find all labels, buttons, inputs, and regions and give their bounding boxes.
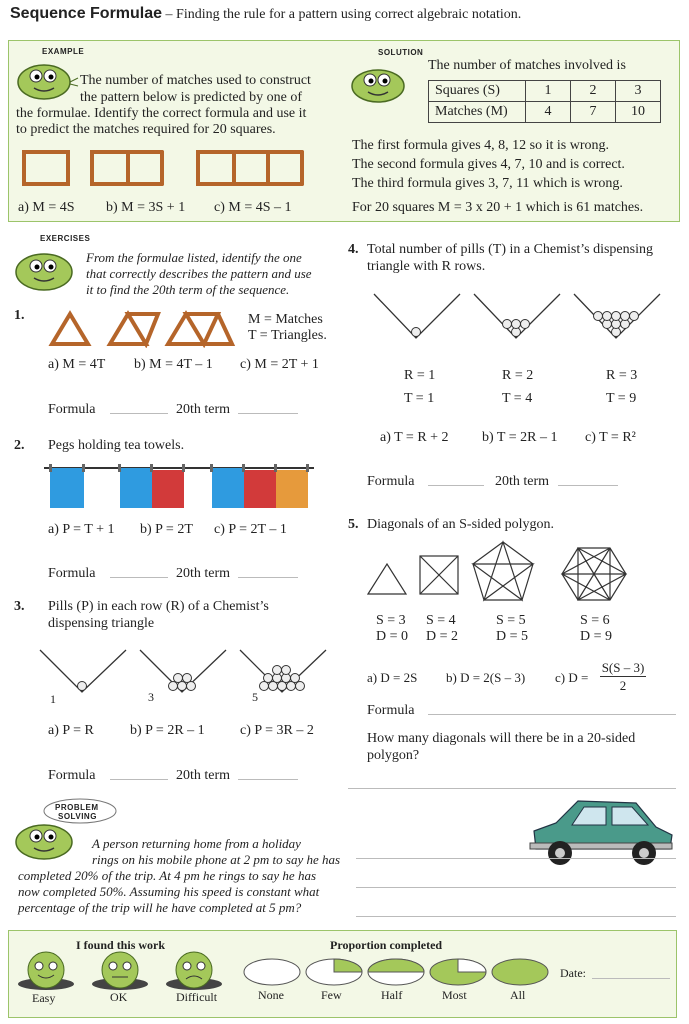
proportion-half[interactable]: Half bbox=[381, 988, 403, 1002]
q4-t-label-3: T = 9 bbox=[606, 391, 637, 406]
exercises-tag: EXERCISES bbox=[40, 234, 91, 243]
q5-option-b: b) D = 2(S – 3) bbox=[446, 670, 526, 685]
q1-option-b: b) M = 4T – 1 bbox=[134, 357, 213, 372]
question-4-number: 4. bbox=[348, 242, 359, 257]
proportion-half-fill bbox=[368, 959, 424, 972]
problem-line-5: percentage of the trip will he have completed at 5 pm? bbox=[18, 900, 302, 915]
q5-s-label-1: S = 3 bbox=[376, 613, 406, 628]
q3-option-c: c) P = 3R – 2 bbox=[240, 723, 314, 738]
example-option-a: a) M = 4S bbox=[18, 200, 75, 215]
q1-legend-2: T = Triangles. bbox=[248, 328, 327, 343]
table-cell: 3 bbox=[616, 81, 661, 102]
q4-text-1: Total number of pills (T) in a Chemist’s dispensing bbox=[367, 242, 653, 257]
q1-term-label: 20th term bbox=[176, 402, 231, 417]
q4-r-label-3: R = 3 bbox=[606, 368, 638, 383]
q5-option-c: c) D = bbox=[555, 670, 589, 685]
q1-term-answer-line[interactable] bbox=[238, 413, 298, 414]
page-subtitle: – Finding the rule for a pattern using correct algebraic notation. bbox=[162, 7, 522, 22]
problem-answer-line-1[interactable] bbox=[356, 858, 676, 859]
q1-option-a: a) M = 4T bbox=[48, 357, 106, 372]
q1-option-c: c) M = 2T + 1 bbox=[240, 357, 319, 372]
table-row bbox=[429, 102, 661, 123]
question-3-number: 3. bbox=[14, 599, 25, 614]
problem-tag-1: PROBLEM bbox=[55, 803, 99, 812]
table-row bbox=[429, 81, 661, 102]
proportion-most-gap bbox=[458, 959, 486, 972]
proportion-ellipses bbox=[242, 956, 552, 988]
problem-answer-line-3[interactable] bbox=[356, 916, 676, 917]
example-option-b: b) M = 3S + 1 bbox=[106, 200, 186, 215]
pill-triangle-illustration bbox=[370, 290, 670, 346]
face-label-difficult: Difficult bbox=[176, 990, 218, 1004]
q1-formula-label: Formula bbox=[48, 402, 96, 417]
q4-t-label-1: T = 1 bbox=[404, 391, 435, 406]
example-text-3: the formulae. Identify the correct formula and use it bbox=[16, 106, 307, 121]
solution-intro: The number of matches involved is bbox=[428, 58, 626, 73]
q4-r-label-2: R = 2 bbox=[502, 368, 534, 383]
proportion-few[interactable]: Few bbox=[321, 988, 342, 1002]
q5-question-1: How many diagonals will there be in a 20-sided bbox=[367, 731, 636, 746]
q1-formula-answer-line[interactable] bbox=[110, 413, 168, 414]
table-cell: Squares (S) bbox=[429, 81, 526, 102]
q2-text: Pegs holding tea towels. bbox=[48, 438, 185, 453]
difficult-face-icon[interactable] bbox=[162, 950, 226, 992]
q5-formula-label: Formula bbox=[367, 703, 415, 718]
table-cell: 7 bbox=[571, 102, 616, 123]
problem-line-3: completed 20% of the trip. At 4 pm he rings to say he has bbox=[18, 868, 317, 883]
q5-d-label-3: D = 5 bbox=[496, 629, 529, 644]
face-label-ok: OK bbox=[110, 990, 128, 1004]
polygons-illustration bbox=[366, 538, 656, 608]
found-work-label: I found this work bbox=[76, 938, 166, 952]
q5-fraction-numerator: S(S – 3) bbox=[601, 660, 645, 675]
q4-option-b: b) T = 2R – 1 bbox=[482, 430, 558, 445]
table-cell: 1 bbox=[526, 81, 571, 102]
q5-d-label-1: D = 0 bbox=[376, 629, 409, 644]
ok-face-icon[interactable] bbox=[88, 950, 152, 992]
problem-tag-2: SOLVING bbox=[58, 812, 97, 821]
question-2-number: 2. bbox=[14, 438, 25, 453]
q3-term-answer-line[interactable] bbox=[238, 779, 298, 780]
problem-answer-line-2[interactable] bbox=[356, 887, 676, 888]
proportion-none-ellipse bbox=[244, 959, 300, 985]
solution-table bbox=[428, 80, 661, 123]
solution-line-1: The first formula gives 4, 8, 12 so it is wrong. bbox=[352, 138, 610, 153]
q5-s-label-4: S = 6 bbox=[580, 613, 610, 628]
easy-face-icon[interactable] bbox=[14, 950, 78, 992]
proportion-few-fill bbox=[334, 959, 362, 972]
example-text-4: to predict the matches required for 20 squares. bbox=[16, 122, 276, 137]
solution-line-2: The second formula gives 4, 7, 10 and is correct. bbox=[352, 157, 625, 172]
q5-question-2: polygon? bbox=[367, 748, 420, 763]
problem-line-4: now completed 50%. Assuming his speed is constant what bbox=[18, 884, 320, 899]
bug-mascot-icon bbox=[14, 52, 80, 102]
solution-tag: SOLUTION bbox=[378, 48, 424, 57]
q4-t-label-2: T = 4 bbox=[502, 391, 533, 406]
q4-r-label-1: R = 1 bbox=[404, 368, 436, 383]
q5-text: Diagonals of an S-sided polygon. bbox=[367, 517, 555, 532]
exercises-instruction-3: it to find the 20th term of the sequence. bbox=[86, 282, 290, 297]
solution-line-4: For 20 squares M = 3 x 20 + 1 which is 61 matches. bbox=[352, 200, 644, 215]
q4-formula-label: Formula bbox=[367, 474, 415, 489]
q5-d-label-2: D = 2 bbox=[426, 629, 459, 644]
q4-option-a: a) T = R + 2 bbox=[380, 430, 449, 445]
q4-formula-answer-line[interactable] bbox=[428, 485, 484, 486]
match-triangles-illustration bbox=[48, 308, 238, 348]
q5-s-label-3: S = 5 bbox=[496, 613, 526, 628]
table-cell: 2 bbox=[571, 81, 616, 102]
q5-s-label-2: S = 4 bbox=[426, 613, 456, 628]
q3-label-1: 1 bbox=[50, 692, 56, 706]
pill-rows-illustration bbox=[36, 646, 336, 706]
date-label: Date: bbox=[560, 966, 586, 980]
proportion-all-ellipse bbox=[492, 959, 548, 985]
q3-label-3: 3 bbox=[148, 690, 154, 704]
question-1-number: 1. bbox=[14, 308, 25, 323]
q3-text-1: Pills (P) in each row (R) of a Chemist’s bbox=[48, 599, 269, 614]
q3-label-5: 5 bbox=[252, 690, 258, 704]
q3-formula-answer-line[interactable] bbox=[110, 779, 168, 780]
q5-fraction-denominator: 2 bbox=[619, 678, 627, 693]
q3-term-label: 20th term bbox=[176, 768, 231, 783]
q2-term-label: 20th term bbox=[176, 566, 231, 581]
q3-text-2: dispensing triangle bbox=[48, 616, 155, 631]
exercises-instruction-2: that correctly describes the pattern and use bbox=[86, 266, 312, 281]
proportion-most[interactable]: Most bbox=[442, 988, 467, 1002]
example-tag: EXAMPLE bbox=[42, 47, 85, 56]
q4-option-c: c) T = R² bbox=[585, 430, 636, 445]
bug-mascot-icon bbox=[12, 820, 78, 862]
solution-line-3: The third formula gives 3, 7, 11 which is wrong. bbox=[352, 176, 623, 191]
proportion-all[interactable]: All bbox=[510, 988, 526, 1002]
q5-option-a: a) D = 2S bbox=[367, 670, 418, 685]
q3-formula-label: Formula bbox=[48, 768, 96, 783]
tea-towels-illustration bbox=[44, 460, 316, 510]
q4-text-2: triangle with R rows. bbox=[367, 259, 486, 274]
example-option-c: c) M = 4S – 1 bbox=[214, 200, 292, 215]
table-cell: 4 bbox=[526, 102, 571, 123]
problem-line-2: rings on his mobile phone at 2 pm to say he has bbox=[92, 852, 341, 867]
table-cell: 10 bbox=[616, 102, 661, 123]
q4-term-label: 20th term bbox=[495, 474, 550, 489]
question-5-number: 5. bbox=[348, 517, 359, 532]
problem-line-1: A person returning home from a holiday bbox=[92, 836, 301, 851]
face-label-easy: Easy bbox=[32, 991, 56, 1005]
bug-mascot-icon bbox=[348, 58, 414, 106]
exercises-instruction-1: From the formulae listed, identify the one bbox=[86, 250, 302, 265]
date-field[interactable] bbox=[592, 978, 670, 979]
q3-option-a: a) P = R bbox=[48, 723, 94, 738]
q2-term-answer-line[interactable] bbox=[238, 577, 298, 578]
match-squares-illustration bbox=[20, 148, 335, 188]
page-header bbox=[10, 5, 521, 23]
q2-option-b: b) P = 2T bbox=[140, 522, 193, 537]
q4-term-answer-line[interactable] bbox=[558, 485, 618, 486]
q3-option-b: b) P = 2R – 1 bbox=[130, 723, 205, 738]
q5-formula-answer-line[interactable] bbox=[428, 714, 676, 715]
q2-formula-label: Formula bbox=[48, 566, 96, 581]
example-text-1: The number of matches used to construct bbox=[80, 73, 311, 88]
q5-answer-line[interactable] bbox=[348, 788, 676, 789]
table-cell: Matches (M) bbox=[429, 102, 526, 123]
page-title: Sequence Formulae bbox=[10, 5, 163, 22]
q5-d-label-4: D = 9 bbox=[580, 629, 613, 644]
q2-option-a: a) P = T + 1 bbox=[48, 522, 115, 537]
bug-mascot-icon bbox=[12, 244, 78, 294]
proportion-none[interactable]: None bbox=[258, 988, 284, 1002]
proportion-label: Proportion completed bbox=[330, 938, 443, 952]
q2-option-c: c) P = 2T – 1 bbox=[214, 522, 287, 537]
q1-legend-1: M = Matches bbox=[248, 312, 323, 327]
q2-formula-answer-line[interactable] bbox=[110, 577, 168, 578]
example-text-2: the pattern below is predicted by one of bbox=[80, 90, 302, 105]
